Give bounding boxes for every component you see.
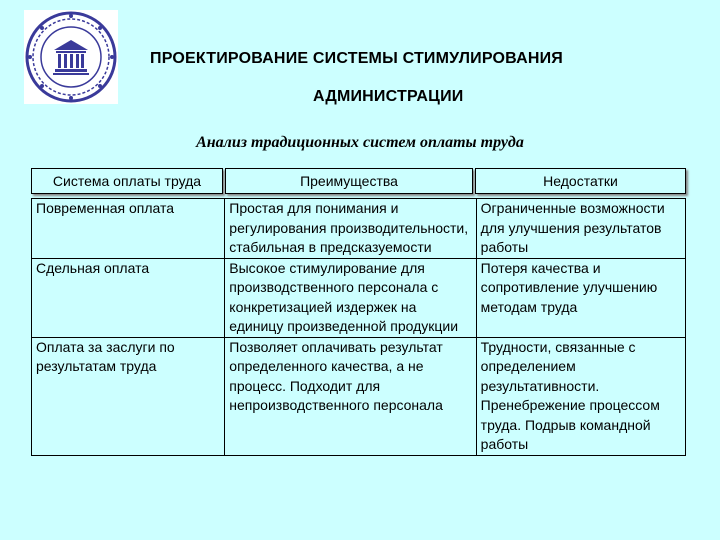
pros-cell: Высокое стимулирование для производственного персонала с конкретизацией издержек на единицу произведенной продукции	[225, 258, 476, 337]
table-subtitle: Анализ традиционных систем оплаты труда	[196, 134, 524, 151]
page-title-line2: АДМИНИСТРАЦИИ	[313, 88, 464, 105]
pros-cell: Позволяет оплачивать результат определенного качества, а не процесс. Подходит для непроизводственного персонала	[225, 337, 476, 455]
cons-cell: Трудности, связанные с определением результативности. Пренебрежение процессом труда. Подрыв командной работы	[476, 337, 685, 455]
cons-cell: Потеря качества и сопротивление улучшению методам труда	[476, 258, 685, 337]
table-header-row	[31, 168, 686, 194]
table-row	[32, 199, 686, 259]
column-header-cons: Недостатки	[475, 168, 686, 194]
page-title-line1: ПРОЕКТИРОВАНИЕ СИСТЕМЫ СТИМУЛИРОВАНИЯ	[150, 50, 564, 67]
payment-systems-table	[31, 198, 686, 456]
pros-cell: Простая для понимания и регулирования производительности, стабильная в предсказуемости	[225, 199, 476, 259]
table-row	[32, 258, 686, 337]
university-seal-icon	[24, 10, 118, 104]
system-cell: Оплата за заслуги по результатам труда	[32, 337, 225, 455]
system-cell: Сдельная оплата	[32, 258, 225, 337]
table-row	[32, 337, 686, 455]
column-header-pros: Преимущества	[225, 168, 473, 194]
cons-cell: Ограниченные возможности для улучшения результатов работы	[476, 199, 685, 259]
column-header-system: Система оплаты труда	[31, 168, 223, 194]
system-cell: Повременная оплата	[32, 199, 225, 259]
